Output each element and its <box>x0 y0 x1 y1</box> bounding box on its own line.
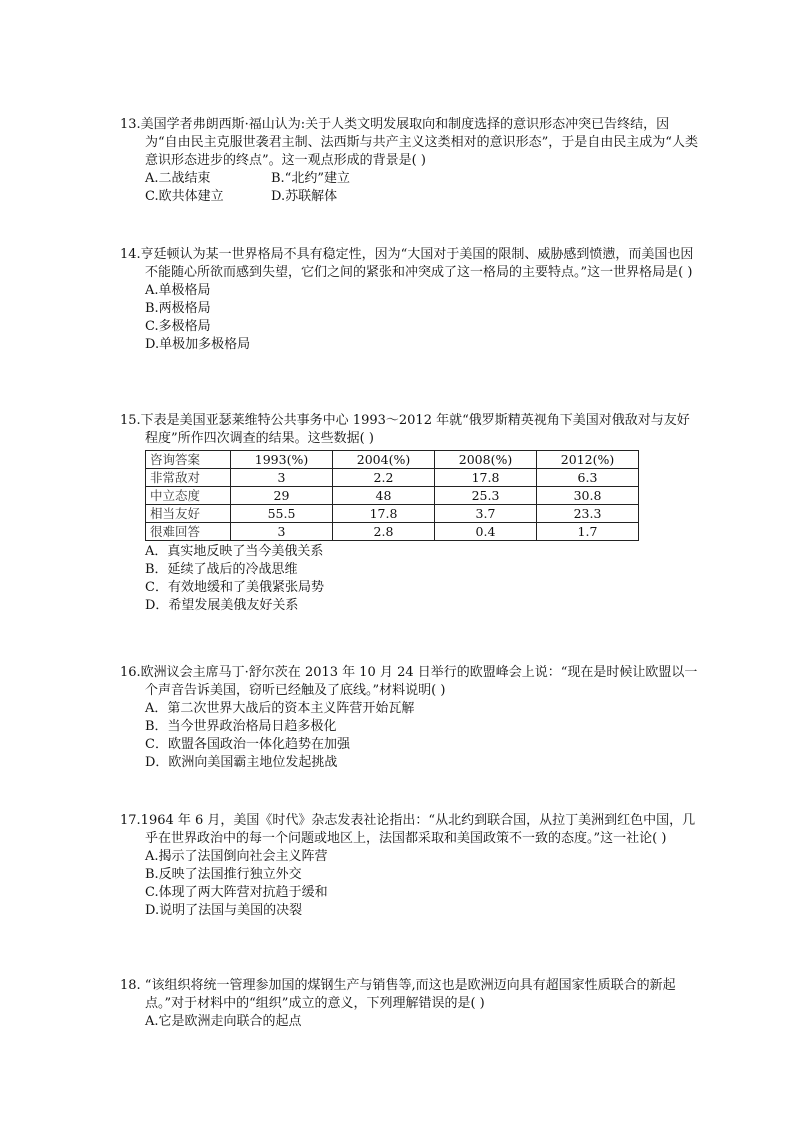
table-header-cell: 2008(%) <box>435 451 537 469</box>
survey-table <box>145 450 639 541</box>
question-stem: 14.亨廷顿认为某一世界格局不具有稳定性，因为“大国对于美国的限制、威胁感到愤懑，而美国也因不能随心所欲而感到失望，它们之间的紧张和冲突成了这一格局的主要特点。”这一世界格局是( ) <box>120 247 694 280</box>
question-stem: 16.欧洲议会主席马丁·舒尔茨在 2013 年 10 月 24 日举行的欧盟峰会上说：“现在是时候让欧盟以一个声音告诉美国，窃听已经触及了底线。”材料说明( ) <box>120 665 698 698</box>
table-cell: 23.3 <box>537 505 639 523</box>
table-row <box>146 523 639 541</box>
table-cell: 55.5 <box>231 505 333 523</box>
table-cell: 3.7 <box>435 505 537 523</box>
option-d: D．希望发展美俄友好关系 <box>145 598 299 613</box>
option-a: A．第二次世界大战后的资本主义阵营开始瓦解 <box>145 701 415 716</box>
table-row <box>146 469 639 487</box>
options-row <box>120 188 700 206</box>
option-b: B．延续了战后的冷战思维 <box>145 562 298 577</box>
table-cell: 3 <box>231 523 333 541</box>
table-cell: 17.8 <box>333 505 435 523</box>
option-c: C．有效地缓和了美俄紧张局势 <box>145 580 324 595</box>
option-d: D.苏联解体 <box>271 189 338 204</box>
table-cell: 2.2 <box>333 469 435 487</box>
question-15 <box>120 412 700 615</box>
table-header-cell: 1993(%) <box>231 451 333 469</box>
table-cell: 17.8 <box>435 469 537 487</box>
table-cell: 2.8 <box>333 523 435 541</box>
table-cell: 相当友好 <box>146 505 231 523</box>
option-c: C.体现了两大阵营对抗趋于缓和 <box>145 885 328 900</box>
option-b: B.“北约”建立 <box>271 171 350 186</box>
table-cell: 0.4 <box>435 523 537 541</box>
table-cell: 非常敌对 <box>146 469 231 487</box>
table-row <box>146 487 639 505</box>
table-cell: 6.3 <box>537 469 639 487</box>
table-cell: 48 <box>333 487 435 505</box>
question-17 <box>120 812 700 920</box>
option-a: A.它是欧洲走向联合的起点 <box>145 1014 302 1029</box>
table-header-row <box>146 451 639 469</box>
table-row <box>146 505 639 523</box>
table-header-cell: 2004(%) <box>333 451 435 469</box>
option-c: C．欧盟各国政治一体化趋势在加强 <box>145 737 350 752</box>
option-d: D.单极加多极格局 <box>145 337 251 352</box>
option-a: A.揭示了法国倒向社会主义阵营 <box>145 849 328 864</box>
question-stem: 15.下表是美国亚瑟莱维特公共事务中心 1993～2012 年就“俄罗斯精英视角下美国对俄敌对与友好程度”所作四次调查的结果。这些数据( ) <box>120 413 690 446</box>
option-c: C.多极格局 <box>145 319 211 334</box>
table-cell: 25.3 <box>435 487 537 505</box>
table-header-cell: 2012(%) <box>537 451 639 469</box>
option-b: B.两极格局 <box>145 301 211 316</box>
table-cell: 3 <box>231 469 333 487</box>
question-16 <box>120 664 700 772</box>
option-a: A.二战结束 <box>145 171 211 186</box>
table-cell: 中立态度 <box>146 487 231 505</box>
question-13 <box>120 116 700 206</box>
question-stem: 18. “该组织将统一管理参加国的煤钢生产与销售等,而这也是欧洲迈向具有超国家性质联合的新起点。”对于材料中的“组织”成立的意义，下列理解错误的是( ) <box>120 978 676 1011</box>
table-cell: 30.8 <box>537 487 639 505</box>
option-b: B．当今世界政治格局日趋多极化 <box>145 719 337 734</box>
table-cell: 很难回答 <box>146 523 231 541</box>
table-cell: 1.7 <box>537 523 639 541</box>
option-d: D．欧洲向美国霸主地位发起挑战 <box>145 755 338 770</box>
question-14 <box>120 246 700 354</box>
options-row <box>120 170 700 188</box>
question-stem: 17.1964 年 6 月，美国《时代》杂志发表社论指出：“从北约到联合国，从拉丁美洲到红色中国，几乎在世界政治中的每一个问题或地区上，法国都采取和美国政策不一致的态度。”这一社论( ) <box>120 813 696 846</box>
option-a: A.单极格局 <box>145 283 211 298</box>
table-cell: 29 <box>231 487 333 505</box>
option-c: C.欧共体建立 <box>145 189 224 204</box>
option-a: A．真实地反映了当今美俄关系 <box>145 544 324 559</box>
question-stem: 13.美国学者弗朗西斯·福山认为:关于人类文明发展取向和制度选择的意识形态冲突已告终结，因为“自由民主克服世袭君主制、法西斯与共产主义这类相对的意识形态”，于是自由民主成为“人类意识形态进步的终点”。这一观点形成的背景是( ) <box>120 117 698 168</box>
option-b: B.反映了法国推行独立外交 <box>145 867 302 882</box>
table-header-cell: 咨询答案 <box>146 451 231 469</box>
question-18 <box>120 977 700 1031</box>
option-d: D.说明了法国与美国的决裂 <box>145 903 303 918</box>
